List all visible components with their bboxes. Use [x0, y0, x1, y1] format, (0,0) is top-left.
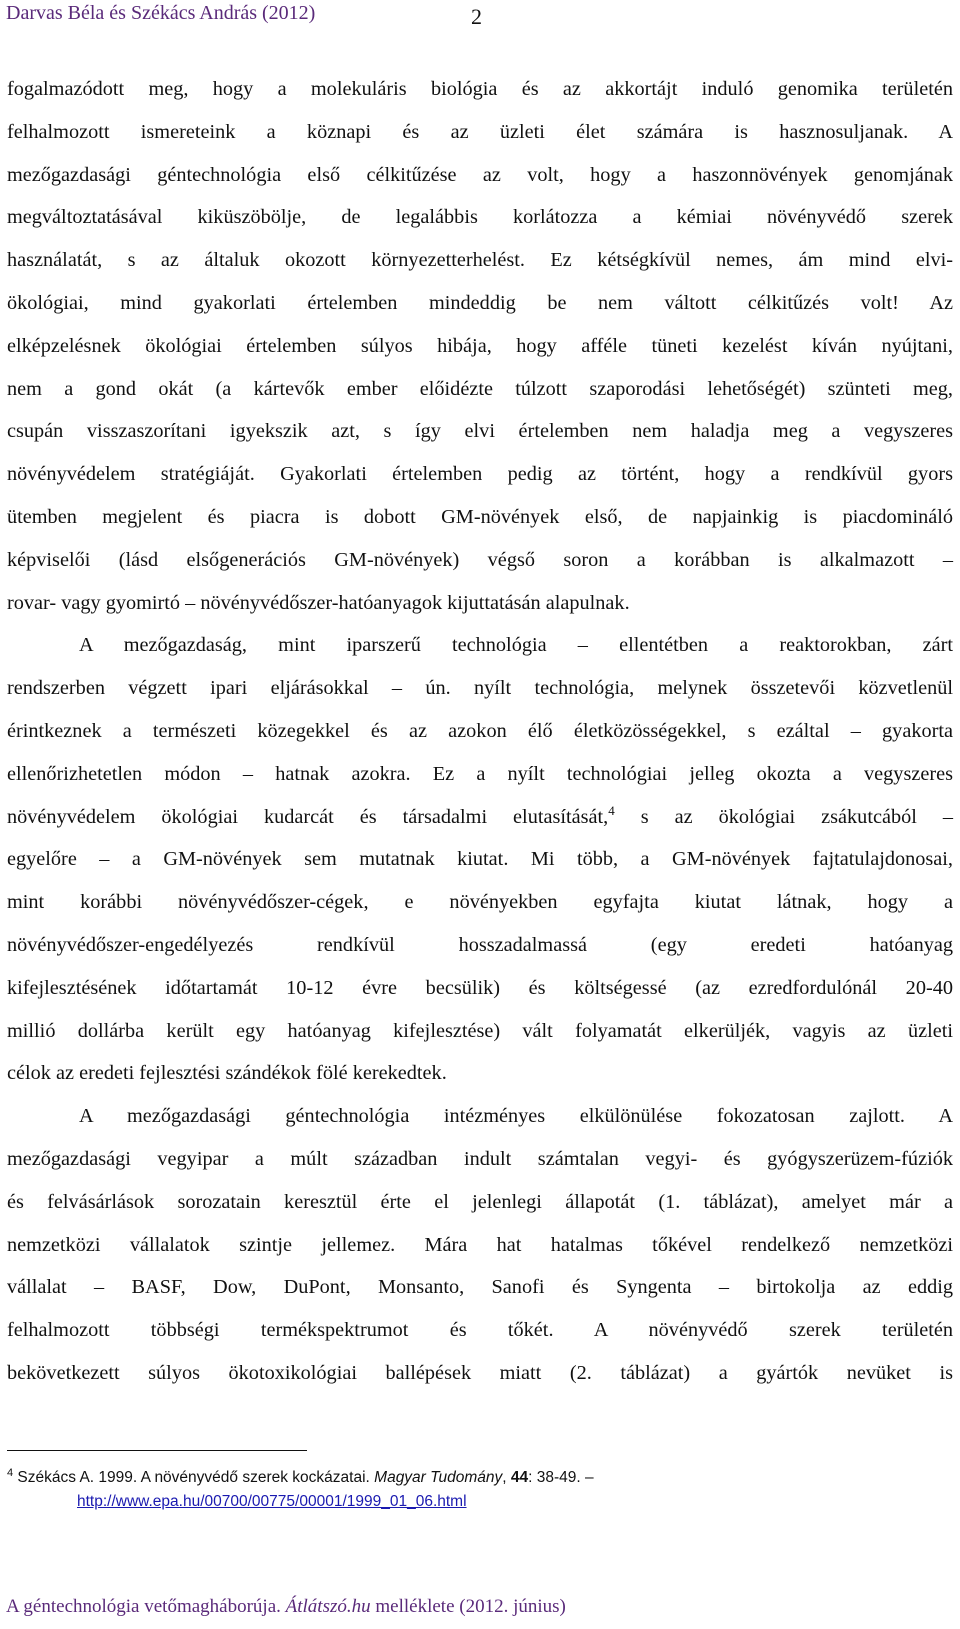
text-line [7, 667, 953, 710]
text-line-content: fogalmazódott meg, hogy a molekuláris biológia és az akkortájt induló genomika területén [7, 78, 953, 100]
text-line [7, 282, 953, 325]
text-line-content: megváltoztatásával kiküszöbölje, de legalábbis korlátozza a kémiai növényvédő szerek [7, 206, 953, 229]
text-line-content: vállalat – BASF, Dow, DuPont, Monsanto, Sanofi és Syngenta – birtokolja az eddig [7, 1276, 953, 1299]
text-line-content: növényvédelem ökológiai kudarcát és társadalmi elutasítását, [7, 805, 609, 828]
footnote-mark: 4 [7, 1467, 14, 1479]
text-line [7, 1224, 953, 1267]
page-number: 2 [471, 4, 482, 29]
text-line [7, 1181, 953, 1224]
page-footer [6, 1596, 566, 1618]
text-line [7, 710, 953, 753]
text-line [7, 881, 953, 924]
text-line [7, 111, 953, 154]
body-text [7, 68, 953, 1395]
text-line-content: mint korábbi növényvédőszer-cégek, e növényekben egyfajta kiutat látnak, hogy a [7, 891, 953, 914]
footnote-link[interactable]: http://www.epa.hu/00700/00775/00001/1999_01_06.html [77, 1493, 467, 1510]
footer-suffix: melléklete (2012. június) [370, 1596, 566, 1617]
text-line [7, 496, 953, 539]
text-line [7, 154, 953, 197]
text-line-content: elképzelésnek ökológiai értelemben súlyos hibája, hogy afféle tüneti kezelést kíván nyújtani, [7, 334, 953, 357]
text-line [7, 924, 953, 967]
text-line-content: nemzetközi vállalatok szintje jellemez. Mára hat hatalmas tőkével rendelkező nemzetközi [7, 1233, 953, 1256]
text-line [7, 1052, 953, 1095]
text-line [7, 368, 953, 411]
text-line [7, 196, 953, 239]
text-line-content: kifejlesztésének időtartamát 10-12 évre becsülik) és költségessé (az ezredfordulónál 20-40 [7, 976, 953, 999]
text-line-content: ökológiai, mind gyakorlati értelemben mindeddig be nem váltott célkitűzés volt! Az [7, 291, 953, 314]
text-line [7, 838, 953, 881]
footnote-divider [7, 1450, 307, 1451]
text-line [7, 325, 953, 368]
footer-prefix: A géntechnológia vetőmagháborúja. [6, 1596, 286, 1617]
text-line-content: nem a gond okát (a kártevők ember előidézte túlzott szaporodási lehetőségét) szünteti meg, [7, 377, 953, 400]
text-line-content: célok az eredeti fejlesztési szándékok fölé kerekedtek. [7, 1062, 447, 1085]
text-line [7, 967, 953, 1010]
text-line-content: mezőgazdasági vegyipar a múlt században indult számtalan vegyi- és gyógyszerüzem-fúziók [7, 1147, 953, 1170]
footnote [7, 1466, 947, 1514]
text-line [7, 68, 953, 111]
text-line [7, 624, 953, 667]
text-line-content: rendszerben végzett ipari eljárásokkal – ún. nyílt technológia, melynek összetevői közvetlenül [7, 677, 953, 700]
text-line [7, 539, 953, 582]
text-line [7, 1352, 953, 1395]
text-line-content: ellenőrizhetetlen módon – hatnak azokra. Ez a nyílt technológiai jelleg okozta a vegyszeres [7, 762, 953, 785]
footnote-pages: : 38-49. – [528, 1469, 594, 1486]
running-head: Darvas Béla és Székács András (2012) [6, 2, 316, 24]
text-line-content: bekövetkezett súlyos ökotoxikológiai ballépések miatt (2. táblázat) a gyártók nevüket is [7, 1361, 953, 1384]
footnote-volume: 44 [510, 1469, 529, 1486]
footnote-line-1 [7, 1466, 947, 1490]
text-line-content: növényvédelem stratégiáját. Gyakorlati értelemben pedig az történt, hogy a rendkívül gyors [7, 463, 953, 486]
text-line [7, 410, 953, 453]
text-line-continuation: s az ökológiai zsákutcából – [614, 805, 953, 828]
text-line-content: képviselői (lásd elsőgenerációs GM-növények) végső soron a korábban is alkalmazott – [7, 548, 953, 571]
text-line-content: és felvásárlások sorozatain keresztül érte el jelenlegi állapotát (1. táblázat), amelyet már a [7, 1190, 953, 1213]
footnote-citation: Székács A. 1999. A növényvédő szerek kockázatai. [13, 1469, 375, 1486]
text-line-content: csupán visszaszorítani igyekszik azt, s így elvi értelemben nem haladja meg a vegyszeres [7, 420, 953, 443]
text-line-content: használatát, s az általuk okozott környezetterhelést. Ez kétségkívül nemes, ám mind elvi- [7, 249, 953, 272]
text-line [7, 1138, 953, 1181]
text-line [7, 1266, 953, 1309]
text-line-content: felhalmozott többségi termékspektrumot és tőkét. A növényvédő szerek területén [7, 1319, 953, 1342]
text-line-content: felhalmozott ismereteink a köznapi és az üzleti élet számára is hasznosuljanak. A [7, 120, 953, 143]
footnote-comma: , [502, 1469, 511, 1486]
text-line [7, 1010, 953, 1053]
text-line-content: A mezőgazdaság, mint iparszerű technológia – ellentétben a reaktorokban, zárt [79, 634, 953, 657]
text-line [7, 239, 953, 282]
footnote-line-2 [7, 1490, 947, 1514]
text-line-content: A mezőgazdasági géntechnológia intézményes elkülönülése fokozatosan zajlott. A [79, 1105, 953, 1128]
text-line-content: egyelőre – a GM-növények sem mutatnak kiutat. Mi több, a GM-növények fajtatulajdonosai, [7, 848, 953, 871]
text-line-content: növényvédőszer-engedélyezés rendkívül hosszadalmassá (egy eredeti hatóanyag [7, 933, 953, 956]
text-line [7, 753, 953, 796]
text-line [7, 453, 953, 496]
footer-site: Átlátszó.hu [285, 1596, 371, 1617]
text-line-content: mezőgazdasági géntechnológia első célkitűzése az volt, hogy a haszonnövények genomjának [7, 163, 953, 186]
text-line-content: millió dollárba került egy hatóanyag kifejlesztése) vált folyamatát elkerüljék, vagyis az üzleti [7, 1019, 953, 1042]
footnote-reference: 4 [608, 802, 615, 818]
text-line [7, 582, 953, 625]
footnote-journal: Magyar Tudomány [374, 1469, 503, 1486]
text-line-content: rovar- vagy gyomirtó – növényvédőszer-hatóanyagok kijuttatásán alapulnak. [7, 591, 630, 614]
text-line [7, 1095, 953, 1138]
text-line-content: ütemben megjelent és piacra is dobott GM-növények első, de napjainkig is piacdomináló [7, 505, 953, 528]
text-line [7, 1309, 953, 1352]
text-line [7, 796, 953, 839]
text-line-content: érintkeznek a természeti közegekkel és az azokon élő életközösségekkel, s ezáltal – gyakorta [7, 719, 953, 742]
